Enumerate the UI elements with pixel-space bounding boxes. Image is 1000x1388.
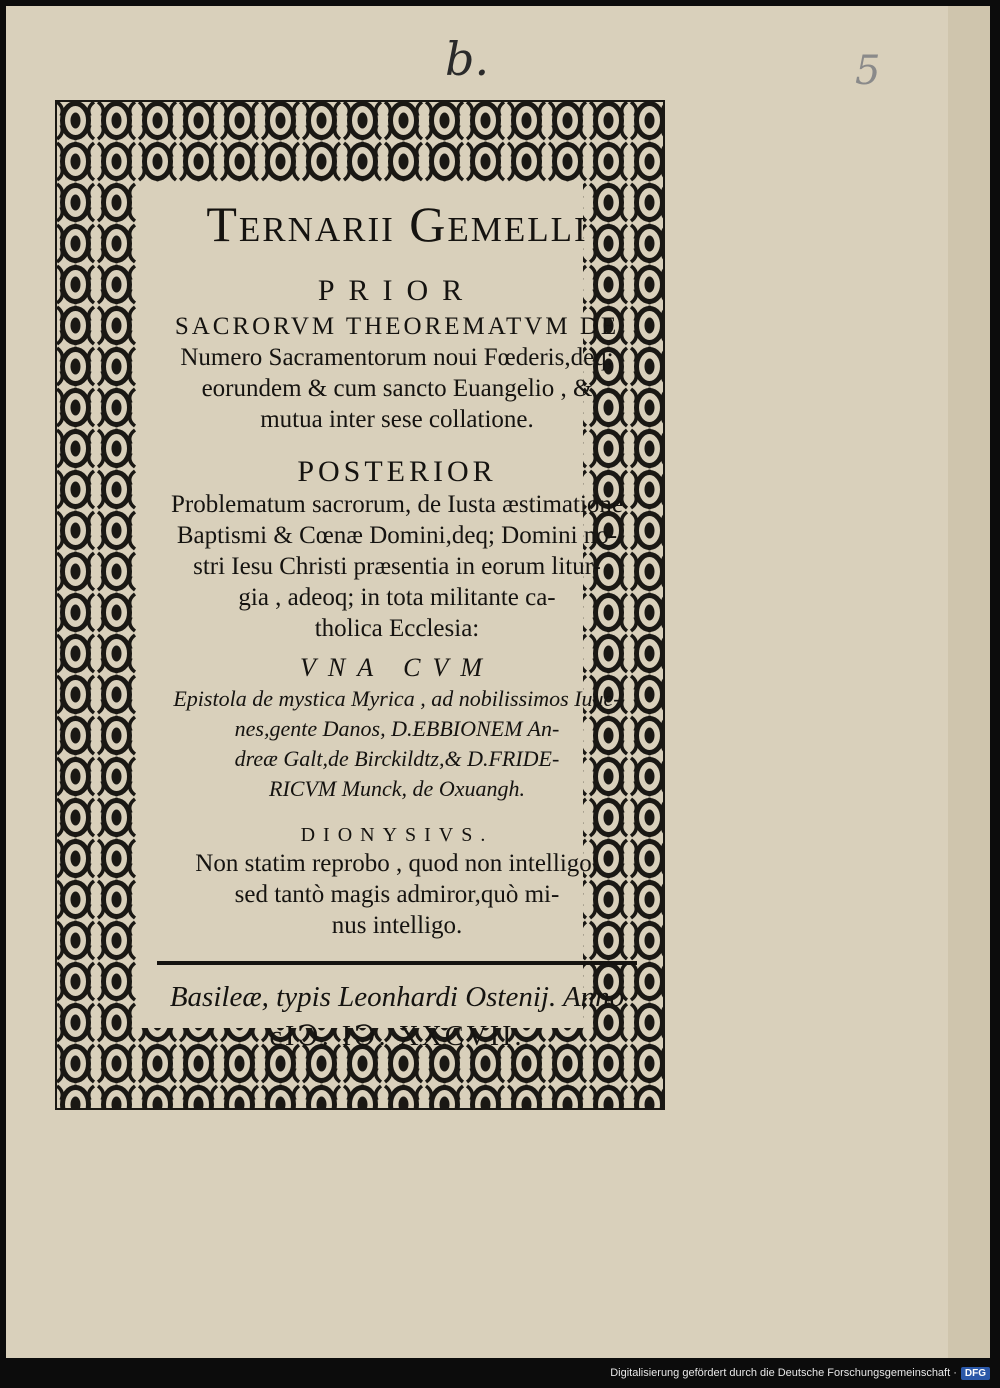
book-title: Ternarii Gemelli	[206, 196, 588, 252]
quote-line: sed tantò magis admiror,quò mi-	[234, 881, 560, 908]
publication-year: cIↃ. IↃ. XXCVII.	[269, 1021, 525, 1052]
prior-line: mutua inter sese collatione.	[260, 406, 534, 433]
quote-line: Non statim reprobo , quod non intelligo:	[195, 850, 599, 877]
posterior-line: stri Iesu Christi præsentia in eorum litur-	[193, 553, 601, 580]
page-number: 5	[855, 48, 881, 94]
title-page-text	[137, 182, 657, 1052]
prior-heading: PRIOR	[317, 274, 477, 307]
epistola-line: dreæ Galt,de Birckildtz,& D.FRIDE-	[234, 746, 560, 771]
quote-line: nus intelligo.	[331, 912, 463, 939]
posterior-heading: POSTERIOR	[297, 455, 497, 488]
posterior-line: gia , adeoq; in tota militante ca-	[238, 584, 556, 611]
epistola-line: RICVM Munck, de Oxuangh.	[269, 776, 525, 801]
prior-line: Numero Sacramentorum noui Fœderis,deq;	[180, 344, 614, 371]
dfg-logo: DFG	[961, 1367, 990, 1380]
imprint: Basileæ, typis Leonhardi Ostenij. Anno	[169, 981, 625, 1013]
page-edge	[948, 6, 990, 1358]
prior-line: eorundem & cum sancto Euangelio , &	[201, 375, 593, 402]
prior-subtitle: SACRORVM THEOREMATVM DE	[174, 313, 620, 340]
handwritten-letter: b.	[445, 32, 490, 86]
footer-text: Digitalisierung gefördert durch die Deutsche Forschungsgemeinschaft ·	[610, 1367, 957, 1379]
divider-rule	[157, 961, 637, 965]
epistola-line: Epistola de mystica Myrica , ad nobilissimos Iuue-	[173, 686, 621, 711]
una-cum-heading: VNA CVM	[299, 653, 495, 682]
posterior-line: Baptismi & Cœnæ Domini,deq; Domini no-	[176, 522, 618, 549]
posterior-line: Problematum sacrorum, de Iusta æstimatione	[171, 491, 623, 518]
posterior-line: tholica Ecclesia:	[314, 615, 480, 642]
dionysius-heading: DIONYSIVS.	[300, 824, 494, 846]
epistola-line: nes,gente Danos, D.EBBIONEM An-	[234, 716, 560, 741]
digitization-footer	[610, 1362, 990, 1384]
